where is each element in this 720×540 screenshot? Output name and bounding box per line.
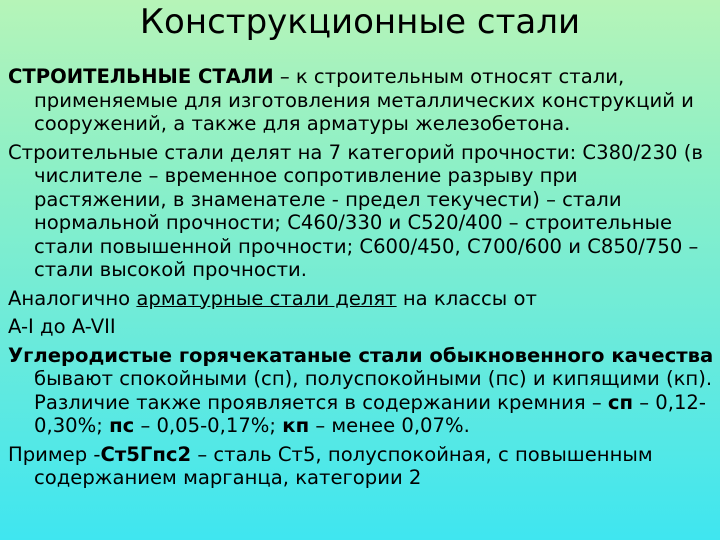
strength-categories-text: Строительные стали делят на 7 категорий прочности: С380/230 (в числителе – временное сопротивление разрыву при растяжении, в знаменателе - предел текучести) – стали нормальной прочности; С460/330 и С520/400 – строительные стали повышенной прочности; С600/450, С700/600 и С850/750 – стали высокой прочности.: [8, 140, 703, 281]
paragraph-carbon-steels: [8, 344, 716, 438]
carbon-steels-text-2: – 0,12-0,30%;: [34, 390, 706, 437]
paragraph-example: [8, 443, 716, 490]
term-construction-steels: СТРОИТЕЛЬНЫЕ СТАЛИ: [8, 65, 274, 88]
example-text-after: – сталь Ст5, полуспокойная, с повышенным содержанием марганца, категории 2: [34, 442, 653, 489]
term-carbon-steels: Углеродистые горячекатаные стали обыкновенного качества: [8, 343, 714, 367]
abbr-kp: кп: [282, 414, 310, 437]
slide-body: [8, 65, 716, 495]
carbon-steels-text-4: – менее 0,07%.: [309, 414, 470, 437]
carbon-steels-text-1: бывают спокойными (сп), полуспокойными (пс) и кипящими (кп). Различие также проявляется в содержании кремния –: [34, 367, 713, 414]
rebar-text-after: на классы от: [396, 286, 537, 310]
paragraph-construction-steels: [8, 65, 716, 136]
example-steel-code: Ст5Гпс2: [100, 442, 192, 466]
rebar-text-before: Аналогично: [8, 286, 137, 310]
paragraph-rebar-classes: [8, 287, 716, 311]
definition-construction-steels: – к строительным относят стали, применяемые для изготовления металлических конструкций и сооружений, а также для арматуры железобетона.: [34, 65, 694, 135]
paragraph-class-range: [8, 315, 716, 339]
carbon-steels-text-3: – 0,05-0,17%;: [134, 414, 283, 437]
slide-title: Конструкционные стали: [139, 2, 581, 42]
class-range-text: A-I до A-VII: [8, 315, 116, 338]
rebar-link[interactable]: арматурные стали делят: [136, 286, 397, 310]
paragraph-strength-categories: [8, 141, 716, 282]
abbr-sp: сп: [607, 390, 634, 414]
abbr-ps: пс: [109, 414, 135, 437]
example-text-before: Пример -: [8, 442, 101, 466]
